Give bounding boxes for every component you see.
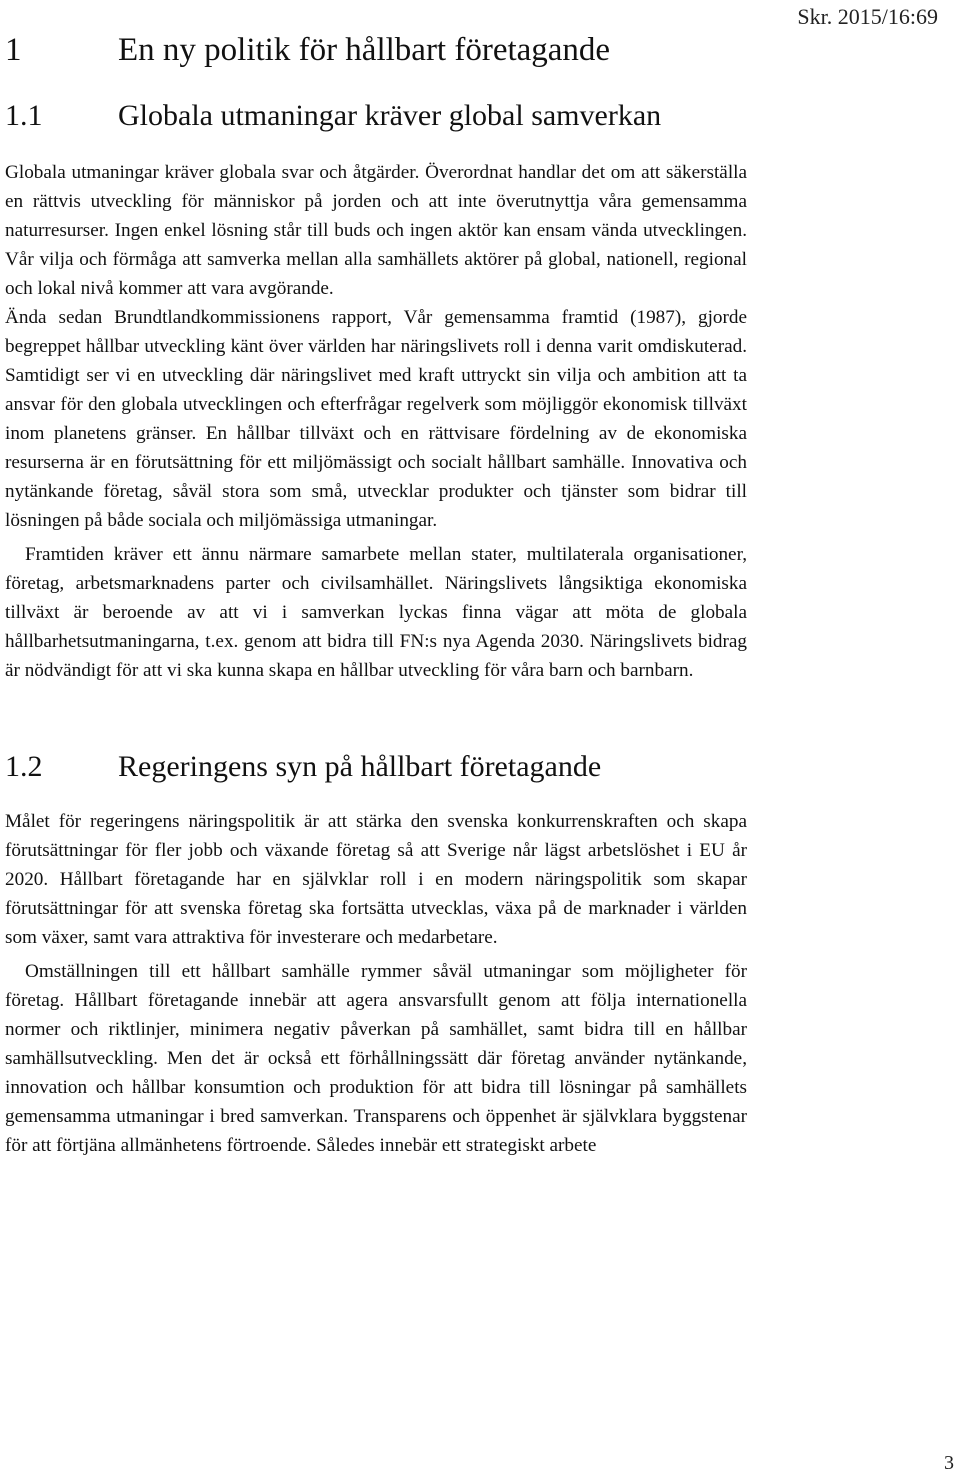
section-title: Globala utmaningar kräver global samverkan bbox=[118, 99, 662, 132]
section-number: 1.1 bbox=[5, 99, 43, 132]
section-title: Regeringens syn på hållbart företagande bbox=[118, 750, 602, 783]
section-number: 1.2 bbox=[5, 750, 43, 783]
body-paragraph: Framtiden kräver ett ännu närmare samarbete mellan stater, multilaterala organisationer, företag, arbetsmarknadens parter och civilsamhället. Näringslivets långsiktiga ekonomiska tillväxt är beroende av att vi i samverkan lyckas finna vägar att möta de globala hållbarhetsutmaningarna, t.ex. genom att bidra till FN:s nya Agenda 2030. Näringslivets bidrag är nödvändigt för att vi ska kunna skapa en hållbar utveckling för våra barn och barnbarn. bbox=[5, 544, 747, 681]
body-paragraph: Målet för regeringens näringspolitik är att stärka den svenska konkurrenskraften och skapa förutsättningar för fler jobb och växande företag så att Sverige når lägst arbetslöshet i EU år 2020. Hållbart företagande har en självklar roll i en modern näringspolitik som skapar förutsättningar för att svenska företag ska fortsätta utvecklas, växa på de marknader i världen som växer, samt vara attraktiva för investerare och medarbetare. bbox=[5, 811, 747, 948]
document-reference: Skr. 2015/16:69 bbox=[797, 4, 938, 29]
body-paragraph: Omställningen till ett hållbart samhälle rymmer såväl utmaningar som möjligheter för företag. Hållbart företagande innebär att agera ansvarsfullt genom att följa internationella normer och riktlinjer, minimera negativ påverkan på samhället, samt bidra till en hållbar samhällsutveckling. Men det är också ett förhållningssätt där företag använder nytänkande, innovation och hållbar konsumtion och produktion för att bidra till lösningar på samhällets gemensamma utmaningar i bred samverkan. Transparens och öppenhet är självklara byggstenar för att förtjäna allmänhetens förtroende. Således innebär ett strategiskt arbete bbox=[5, 961, 747, 1156]
page-content bbox=[5, 0, 747, 1160]
chapter-number: 1 bbox=[5, 32, 22, 68]
page-number: 3 bbox=[944, 1452, 954, 1474]
section-heading-1-1 bbox=[5, 98, 747, 134]
section-heading-1-2 bbox=[5, 749, 747, 785]
chapter-heading bbox=[5, 30, 747, 70]
body-paragraph: Globala utmaningar kräver globala svar och åtgärder. Överordnat handlar det om att säkerställa en rättvis utveckling för människor på jorden och att inte överutnyttja våra gemensamma naturresurser. Ingen enkel lösning står till buds och ingen aktör kan ensam vända utvecklingen. Vår vilja och förmåga att samverka mellan alla samhällets aktörer på global, nationell, regional och lokal nivå kommer att vara avgörande. bbox=[5, 162, 747, 299]
body-paragraph: Ända sedan Brundtlandkommissionens rapport, Vår gemensamma framtid (1987), gjorde begreppet hållbar utveckling känt över världen har näringslivets roll i denna varit omdiskuterad. Samtidigt ser vi en utveckling där näringslivet med kraft uttryckt sin vilja och ambition att ta ansvar för den globala utvecklingen och efterfrågar regelverk som möjliggör ekonomisk tillväxt inom planetens gränser. En hållbar tillväxt och en rättvisare fördelning av de ekonomiska resurserna är en förutsättning för ett miljömässigt och socialt hållbart samhälle. Innovativa och nytänkande företag, såväl stora som små, utvecklar produkter och tjänster som bidrar till lösningen på både sociala och miljömässiga utmaningar. bbox=[5, 307, 747, 531]
chapter-title: En ny politik för hållbart företagande bbox=[118, 32, 611, 68]
